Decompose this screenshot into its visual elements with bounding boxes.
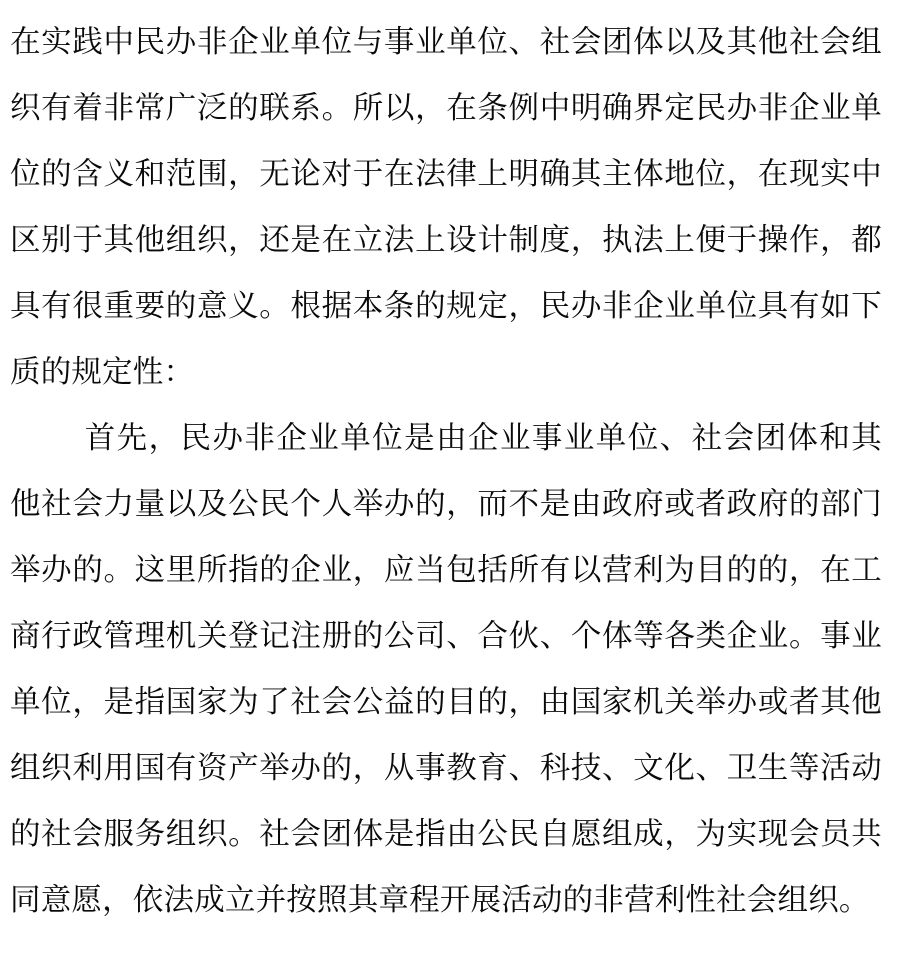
document-body xyxy=(10,10,882,934)
paragraph-1: 在实践中民办非企业单位与事业单位、社会团体以及其他社会组织有着非常广泛的联系。所以，在条例中明确界定民办非企业单位的含义和范围，无论对于在法律上明确其主体地位，在现实中区别于其他组织，还是在立法上设计制度，执法上便于操作，都具有很重要的意义。根据本条的规定，民办非企业单位具有如下质的规定性： xyxy=(10,25,882,390)
paragraph-2: 首先，民办非企业单位是由企业事业单位、社会团体和其他社会力量以及公民个人举办的，而不是由政府或者政府的部门举办的。这里所指的企业，应当包括所有以营利为目的的，在工商行政管理机关登记注册的公司、合伙、个体等各类企业。事业单位，是指国家为了社会公益的目的，由国家机关举办或者其他组织利用国有资产举办的，从事教育、科技、文化、卫生等活动的社会服务组织。社会团体是指由公民自愿组成，为实现会员共同意愿，依法成立并按照其章程开展活动的非营利性社会组织。 xyxy=(10,421,882,918)
